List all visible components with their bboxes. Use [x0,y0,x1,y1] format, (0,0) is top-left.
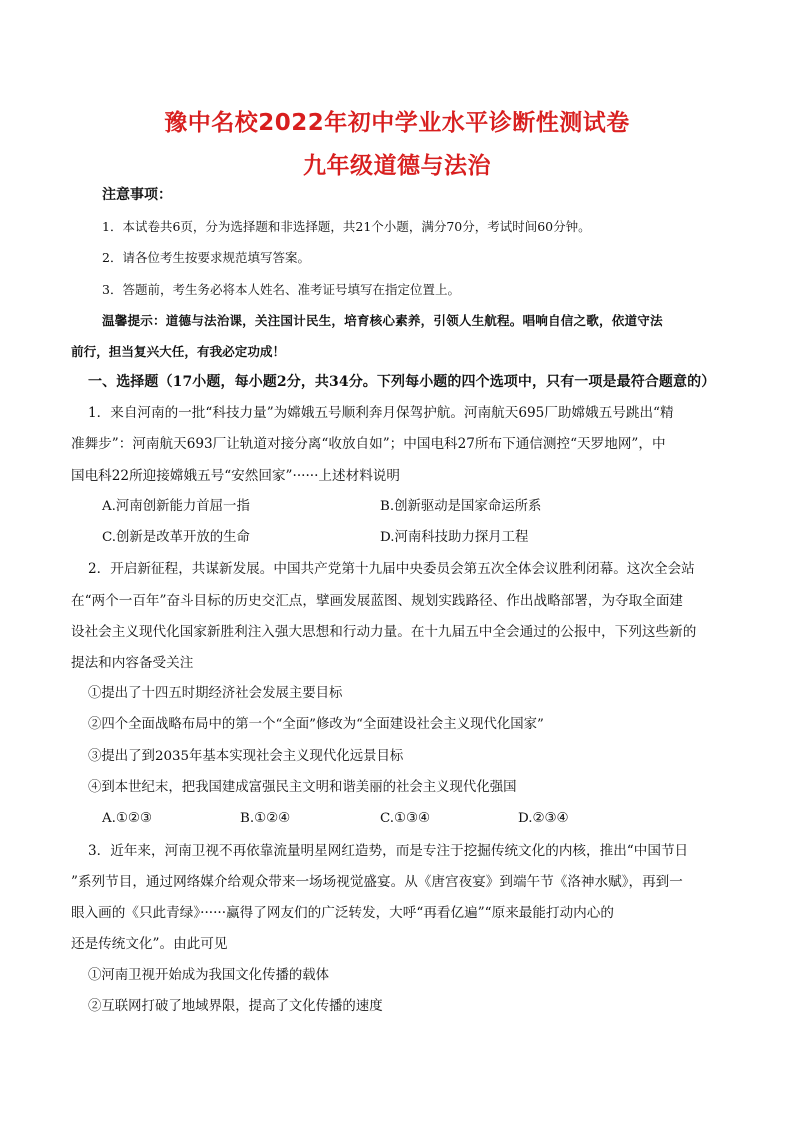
exam-subtitle: 九年级道德与法治 [303,153,491,179]
question-1-option-b: B.创新驱动是国家命运所系 [380,499,542,514]
warm-tip-continued: 前行，担当复兴大任，有我必定功成！ [71,344,286,359]
question-2-statement: ③提出了到2035年基本实现社会主义现代化远景目标 [88,749,404,764]
question-2-option-c: C.①③④ [380,811,431,826]
question-2-statement: ①提出了十四五时期经济社会发展主要目标 [88,686,343,701]
question-2-statement: ②四个全面战略布局中的第一个“全面”修改为“全面建设社会主义现代化国家” [88,717,544,732]
question-3-statement: ②互联网打破了地域界限，提高了文化传播的速度 [88,999,383,1014]
question-3-text: 还是传统文化”。由此可见 [71,936,228,952]
question-3-statement: ①河南卫视开始成为我国文化传播的载体 [88,968,330,983]
question-1-option-c: C.创新是改革开放的生命 [102,530,250,545]
exam-title: 豫中名校2022年初中学业水平诊断性测试卷 [164,110,630,136]
question-3-text: 3．近年来，河南卫视不再依靠流量明星网红造势，而是专注于挖掘传统文化的内核，推出“中国节日 [88,843,689,859]
notice-item: 2．请各位考生按要求规范填写答案。 [102,250,310,265]
question-2-option-d: D.②③④ [518,811,569,826]
notice-item: 3．答题前，考生务必将本人姓名、准考证号填写在指定位置上。 [102,282,460,297]
notice-heading: 注意事项： [102,187,172,203]
question-1-option-d: D.河南科技助力探月工程 [380,530,529,545]
question-2-text: 提法和内容备受关注 [71,655,194,671]
section-heading: 一、选择题（17小题，每小题2分，共34分。下列每小题的四个选项中，只有一项是最符合题意的） [88,374,716,390]
question-2-option-a: A.①②③ [102,811,152,826]
question-2-text: 2．开启新征程，共谋新发展。中国共产党第十九届中央委员会第五次全体会议胜利闭幕。这次全会站 [88,561,695,577]
question-1-text: 国电科22所迎接嫦娥五号“安然回家”······上述材料说明 [71,468,400,484]
warm-tip: 温馨提示：道德与法治课，关注国计民生，培育核心素养，引领人生航程。唱响自信之歌，依道守法 [102,313,663,328]
question-2-statement: ④到本世纪末，把我国建成富强民主文明和谐美丽的社会主义现代化强国 [88,780,517,795]
notice-item: 1．本试卷共6页，分为选择题和非选择题，共21个小题，满分70分，考试时间60分钟。 [102,219,591,234]
question-3-text: 眼入画的《只此青绿》······赢得了网友们的广泛转发，大呼“再看亿遍”“原来最能打动内心的 [71,905,614,921]
question-1-text: 1．来自河南的一批“科技力量”为嫦娥五号顺利奔月保驾护航。河南航天695厂助嫦娥五号跳出“精 [88,405,674,421]
question-2-text: 在“两个一百年”奋斗目标的历史交汇点，擘画发展蓝图、规划实践路径、作出战略部署，为夺取全面建 [71,593,684,609]
question-2-option-b: B.①②④ [240,811,291,826]
question-1-text: 准舞步”：河南航天693厂让轨道对接分离“收放自如”；中国电科27所布下通信测控“天罗地网”，中 [71,436,666,452]
question-1-option-a: A.河南创新能力首屈一指 [102,499,250,514]
question-3-text: ”系列节目，通过网络媒介给观众带来一场场视觉盛宴。从《唐宫夜宴》到端午节《洛神水赋》，再到一 [71,874,683,890]
question-2-text: 设社会主义现代化国家新胜利注入强大思想和行动力量。在十九届五中全会通过的公报中，下列这些新的 [71,624,697,640]
